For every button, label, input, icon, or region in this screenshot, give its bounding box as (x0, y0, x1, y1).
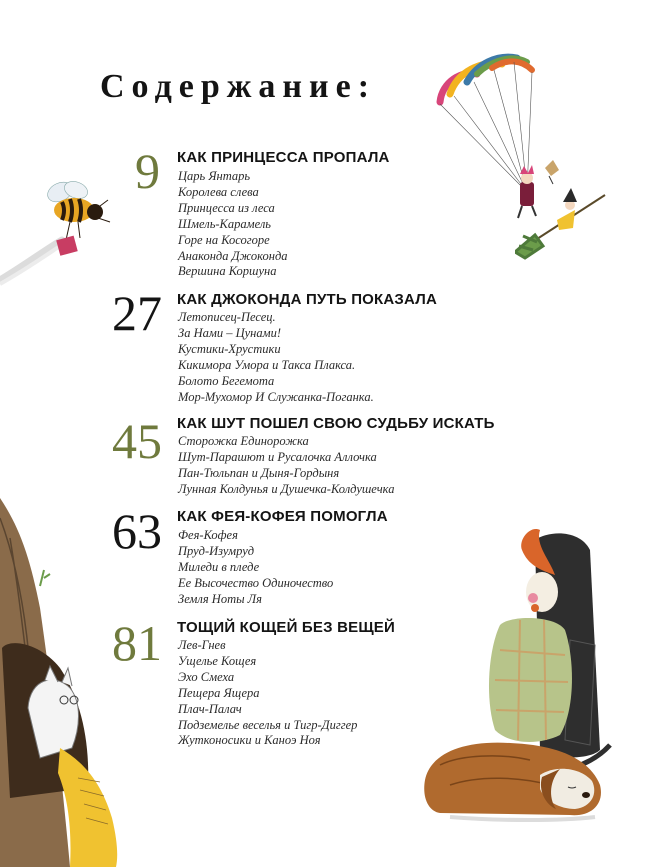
list-item: Мор-Мухомор И Служанка-Поганка. (178, 389, 374, 404)
list-item: Пан-Тюльпан и Дыня-Гордыня (178, 465, 340, 480)
chapter-heading: КАК ДЖОКОНДА ПУТЬ ПОКАЗАЛА (177, 291, 437, 308)
list-item: Эхо Смеха (178, 669, 235, 684)
list-item: Царь Янтарь (178, 169, 251, 183)
page-number: 9 (135, 143, 160, 199)
list-item: Миледи в пледе (178, 559, 260, 574)
chapter-heading: КАК ШУТ ПОШЕЛ СВОЮ СУДЬБУ ИСКАТЬ (177, 415, 495, 432)
list-item: Кикимора Умора и Такса Плакса. (178, 357, 356, 372)
list-item: Жутконосики и Каноэ Ноя (178, 733, 321, 748)
list-item: Шмель-Карамель (178, 216, 271, 231)
subsection-list (178, 310, 374, 405)
list-item: Подземелье веселья и Тигр-Диггер (178, 717, 358, 732)
list-item: Лунная Колдунья и Душечка-Колдушечка (178, 481, 395, 496)
page-number: 63 (112, 503, 162, 559)
list-item: Пещера Ящера (178, 685, 260, 700)
list-item: Королева слева (178, 184, 259, 199)
list-item: Сторожка Единорожка (178, 434, 309, 448)
list-item: Шут-Парашют и Русалочка Аллочка (178, 449, 377, 464)
page-title: Содержание: (100, 68, 377, 105)
subsection-list (178, 169, 288, 280)
page-number: 45 (112, 413, 162, 469)
list-item: Плач-Палач (178, 701, 242, 716)
list-item: Летописец-Песец. (178, 310, 276, 324)
subsection-list (178, 434, 394, 498)
subsection-list (178, 638, 357, 749)
list-item: Горе на Косогоре (178, 232, 270, 247)
list-item: Земля Ноты Ля (178, 591, 262, 606)
list-item: Болото Бегемота (178, 373, 275, 388)
list-item: Пруд-Изумруд (178, 543, 255, 558)
tree-hollow-fox-illustration (0, 498, 145, 867)
list-item: Ущелье Кощея (178, 653, 257, 668)
list-item: Принцесса из леса (178, 200, 275, 215)
subsection-list (178, 528, 333, 608)
chapter-heading: КАК ПРИНЦЕССА ПРОПАЛА (177, 149, 390, 166)
list-item: За Нами – Цунами! (178, 325, 281, 340)
list-item: Ее Высочество Одиночество (178, 575, 334, 590)
chapter-heading: КАК ФЕЯ-КОФЕЯ ПОМОГЛА (177, 508, 388, 525)
list-item: Лев-Гнев (178, 638, 226, 652)
bumblebee-illustration (0, 170, 130, 290)
list-item: Фея-Кофея (178, 528, 238, 542)
chapter-heading: ТОЩИЙ КОЩЕЙ БЕЗ ВЕЩЕЙ (177, 619, 395, 636)
witch-broom-illustration (515, 150, 615, 260)
page-number: 27 (112, 285, 162, 341)
list-item: Кустики-Хрустики (178, 341, 281, 356)
sleeping-dog-illustration (420, 725, 610, 825)
list-item: Анаконда Джоконда (178, 248, 288, 263)
list-item: Вершина Коршуна (178, 264, 277, 279)
page-number: 81 (112, 615, 162, 671)
